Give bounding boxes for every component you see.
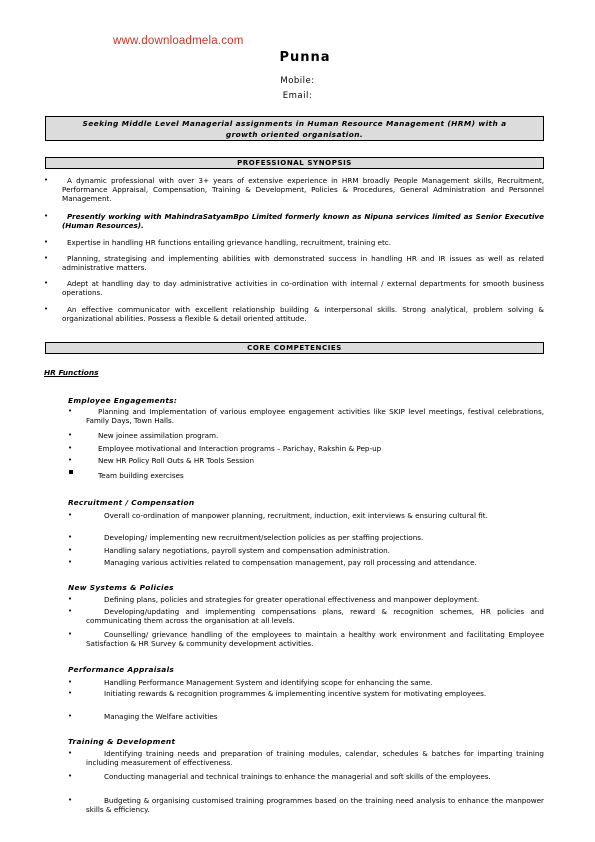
email-label: Email: — [282, 91, 313, 101]
synopsis-item-4: Planning, strategising and implementing abilities with demonstrated success in handling HR and IR issues as well as related administrative matters. — [62, 254, 544, 272]
list-item: Employee motivational and Interaction programs – Parichay, Rakshin & Pep-up — [98, 444, 382, 453]
bullet-marker: • — [68, 511, 73, 519]
subheading-employee-engagements: Employee Engagements: — [68, 396, 178, 405]
bullet-marker: • — [68, 630, 73, 638]
candidate-name: Punna — [279, 50, 331, 65]
list-item: Counselling/ grievance handling of the employees to maintain a healthy work environment and facilitating Employee Satisfaction & HR Survey & community development activities. — [86, 630, 544, 648]
bullet-marker: • — [68, 712, 73, 720]
bullet-marker: • — [68, 678, 73, 686]
section-heading-professional-synopsis: PROFESSIONAL SYNOPSIS — [45, 157, 544, 169]
bullet-marker: • — [68, 558, 73, 566]
bullet-marker: • — [68, 533, 73, 541]
list-item: Managing various activities related to compensation management, pay roll processing and attendance. — [104, 558, 477, 567]
synopsis-item-2: Presently working with MahindraSatyamBpo Limited formerly known as Nipuna services limited as Senior Executive (Human Resources). — [62, 212, 544, 230]
bullet-marker: • — [68, 689, 73, 697]
bullet-marker: • — [68, 595, 73, 603]
square-bullet-icon — [69, 470, 73, 474]
list-item: Developing/ implementing new recruitment/selection policies as per staffing projections. — [104, 533, 424, 542]
list-item: Developing/updating and implementing compensations plans, reward & recognition schemes, HR policies and communicating them across the organisation at all levels. — [86, 607, 544, 625]
hr-functions-heading: HR Functions — [44, 368, 99, 377]
bullet-marker: • — [44, 305, 49, 313]
section-heading-core-competencies: CORE COMPETENCIES — [45, 342, 544, 354]
objective-box — [45, 116, 544, 141]
bullet-marker: • — [44, 238, 49, 246]
bullet-marker: • — [68, 444, 73, 452]
list-item: Handling Performance Management System and identifying scope for enhancing the same. — [104, 678, 433, 687]
subheading-new-systems-policies: New Systems & Policies — [68, 583, 174, 592]
list-item: Managing the Welfare activities — [104, 712, 218, 721]
bullet-marker: • — [68, 607, 73, 615]
list-item: Budgeting & organising customised training programmes based on the training need analysis to enhance the manpower skills & efficiency. — [86, 796, 544, 814]
synopsis-item-6: An effective communicator with excellent relationship building & interpersonal skills. Strong analytical, problem solving & organizational abilities. Possess a flexible & detail oriented attitude. — [62, 305, 544, 323]
subheading-recruitment-compensation: Recruitment / Compensation — [68, 498, 195, 507]
list-item: Handling salary negotiations, payroll system and compensation administration. — [104, 546, 390, 555]
objective-line-2: growth oriented organisation. — [225, 129, 364, 139]
bullet-marker: • — [68, 456, 73, 464]
list-item: New joinee assimilation program. — [98, 431, 219, 440]
synopsis-item-3: Expertise in handling HR functions entailing grievance handling, recruitment, training etc. — [67, 238, 392, 247]
bullet-marker: • — [68, 546, 73, 554]
list-item: Initiating rewards & recognition programmes & implementing incentive system for motivating employees. — [104, 689, 487, 698]
subheading-training-development: Training & Development — [68, 737, 176, 746]
synopsis-item-5: Adept at handling day to day administrative activities in co-ordination with internal / external departments for smooth business operations. — [62, 279, 544, 297]
bullet-marker: • — [68, 772, 73, 780]
objective-line-1: Seeking Middle Level Managerial assignments in Human Resource Management (HRM) with a — [82, 119, 507, 128]
list-item: Conducting managerial and technical trainings to enhance the managerial and soft skills of the employees. — [104, 772, 491, 781]
subheading-performance-appraisals: Performance Appraisals — [68, 665, 175, 674]
list-item: Identifying training needs and preparation of training modules, calendar, schedules & batches for imparting training including measurement of effectiveness. — [86, 749, 544, 767]
website-watermark[interactable]: www.downloadmela.com — [113, 35, 244, 47]
list-item: New HR Policy Roll Outs & HR Tools Session — [98, 456, 254, 465]
list-item: Planning and Implementation of various employee engagement activities like SKIP level meetings, festival celebrations, Family Days, Town Halls. — [86, 407, 544, 425]
list-item: Defining plans, policies and strategies for greater operational effectiveness and manpower deployment. — [104, 595, 480, 604]
bullet-marker: • — [68, 431, 73, 439]
bullet-marker: • — [44, 254, 49, 262]
bullet-marker: • — [44, 279, 49, 287]
bullet-marker: • — [44, 212, 49, 220]
mobile-label: Mobile: — [280, 76, 315, 86]
bullet-marker: • — [68, 796, 73, 804]
list-item: Overall co-ordination of manpower planning, recruitment, induction, exit interviews & ensuring cultural fit. — [104, 511, 488, 520]
synopsis-item-1: A dynamic professional with over 3+ years of extensive experience in HRM broadly People Management skills, Recruitment, Performance Appraisal, Compensation, Training & Development, Policies & Procedures, General Administration and Personnel Management. — [62, 176, 544, 203]
bullet-marker: • — [44, 176, 49, 184]
bullet-marker: • — [68, 749, 73, 757]
bullet-marker: • — [68, 407, 73, 415]
list-item: Team building exercises — [98, 471, 184, 480]
